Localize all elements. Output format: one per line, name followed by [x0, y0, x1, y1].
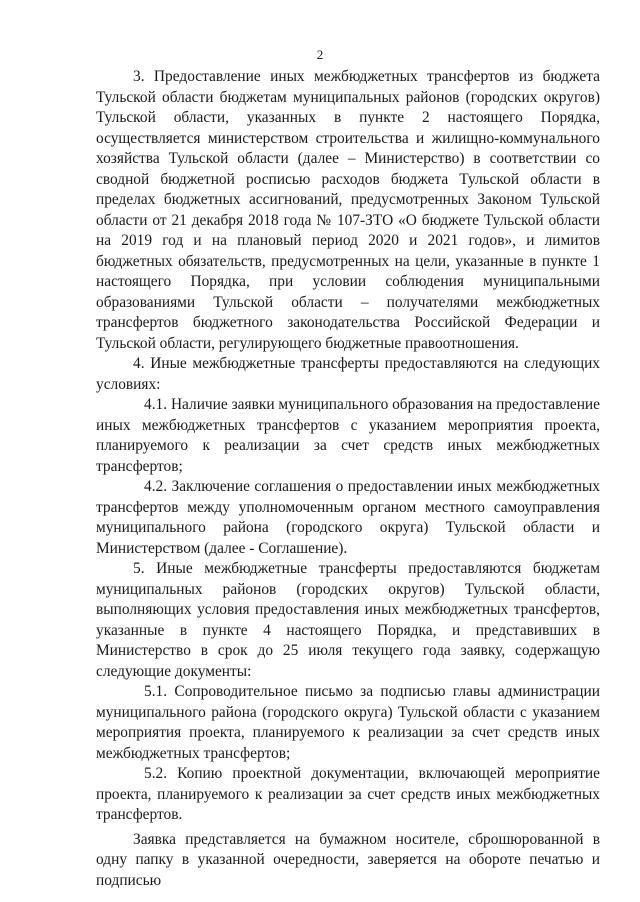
paragraph-4-2: 4.2. Заключение соглашения о предоставлении иных межбюджетных трансфертов между уполномоченным органом местного самоуправления муниципального района (городского округа) Тульской области и Министерством (далее - Соглашение).	[96, 478, 600, 557]
paragraph-4: 4. Иные межбюджетные трансферты предоставляются на следующих условиях:	[96, 355, 600, 393]
paragraph-4-1: 4.1. Наличие заявки муниципального образования на предоставление иных межбюджетных трансфертов с указанием мероприятия проекта, планируемого к реализации за счет средств иных межбюджетных трансфертов;	[96, 396, 600, 475]
paragraph-5-2: 5.2. Копию проектной документации, включающей мероприятие проекта, планируемого к реализации за счет средств иных межбюджетных трансфертов.	[96, 765, 600, 823]
paragraph-5: 5. Иные межбюджетные трансферты предоставляются бюджетам муниципальных районов (городских округов) Тульской области, выполняющих условия предоставления иных межбюджетных трансфертов, указанные в пункте 4 настоящего Порядка, и представивших в Министерство в срок до 25 июля текущего года заявку, содержащую следующие документы:	[96, 560, 600, 680]
paragraph-5-1: 5.1. Сопроводительное письмо за подписью главы администрации муниципального района (городского округа) Тульской области с указанием мероприятия проекта, планируемого к реализации за счет средств иных межбюджетных трансфертов;	[96, 683, 600, 762]
page-number: 2	[316, 47, 324, 62]
paragraph-application: Заявка представляется на бумажном носителе, сброшюрованной в одну папку в указанной очередности, заверяется на обороте печатью и подписью	[96, 830, 600, 889]
paragraph-3: 3. Предоставление иных межбюджетных трансфертов из бюджета Тульской области бюджетам муниципальных районов (городских округов) Тульской области, указанных в пункте 2 настоящего Порядка, осуществляется министерством строительства и жилищно-коммунального хозяйства Тульской области (далее – Министерство) в соответствии со сводной бюджетной росписью расходов бюджета Тульской области в пределах бюджетных ассигнований, предусмотренных Законом Тульской области от 21 декабря 2018 года № 107-ЗТО «О бюджете Тульской области на 2019 год и на плановый период 2020 и 2021 годов», и лимитов бюджетных обязательств, предусмотренных на цели, указанные в пункте 1 настоящего Порядка, при условии соблюдения муниципальными образованиями Тульской области – получателями межбюджетных трансфертов бюджетного законодательства Российской Федерации и Тульской области, регулирующего бюджетные правоотношения.	[96, 68, 600, 352]
document-body	[96, 67, 600, 891]
